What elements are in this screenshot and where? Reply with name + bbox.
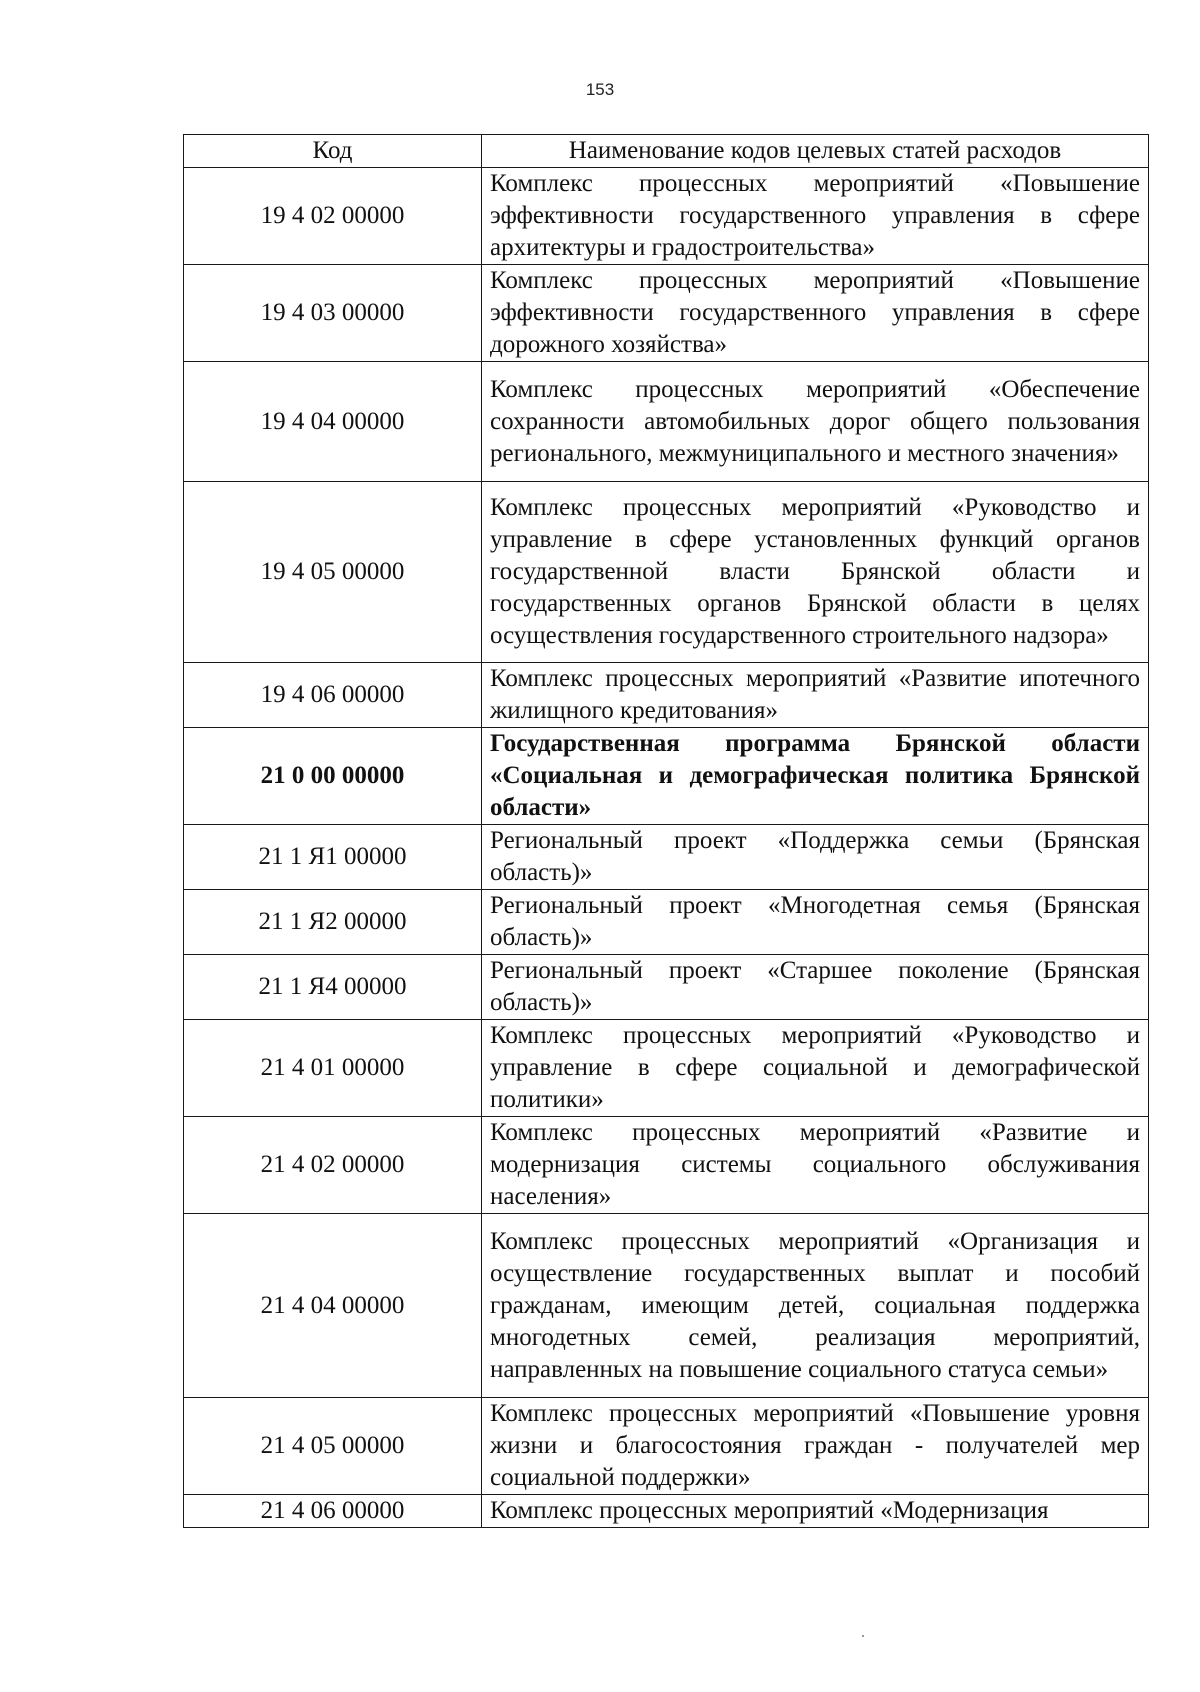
table-row (184, 482, 1149, 663)
row-name: Комплекс процессных мероприятий «Повышение эффективности государственного управления в сфере архитектуры и градостроительства» (482, 168, 1149, 265)
row-code: 21 4 05 00000 (184, 1398, 482, 1495)
scan-speck (862, 1635, 864, 1637)
row-code: 21 4 06 00000 (184, 1495, 482, 1528)
table-header-row (184, 135, 1149, 168)
row-name: Комплекс процессных мероприятий «Руководство и управление в сфере социальной и демографической политики» (482, 1020, 1149, 1117)
table-row (184, 1398, 1149, 1495)
row-code: 21 4 04 00000 (184, 1214, 482, 1398)
row-name: Комплекс процессных мероприятий «Модернизация (482, 1495, 1149, 1528)
table-row (184, 1214, 1149, 1398)
table-row (184, 1117, 1149, 1214)
row-code: 21 0 00 00000 (184, 728, 482, 825)
page-number: 153 (585, 80, 615, 99)
row-code: 19 4 05 00000 (184, 482, 482, 663)
row-code: 21 1 Я1 00000 (184, 825, 482, 890)
row-code: 19 4 03 00000 (184, 265, 482, 362)
table-row (184, 265, 1149, 362)
row-code: 21 1 Я4 00000 (184, 955, 482, 1020)
table-row (184, 168, 1149, 265)
table-row (184, 663, 1149, 728)
column-header-name: Наименование кодов целевых статей расходов (482, 135, 1149, 168)
target-expense-codes-table (183, 134, 1149, 1528)
row-code: 21 4 01 00000 (184, 1020, 482, 1117)
row-name: Комплекс процессных мероприятий «Организация и осуществление государственных выплат и пособий гражданам, имеющим детей, социальная поддержка многодетных семей, реализация мероприятий, направленных на повышение социального статуса семьи» (482, 1214, 1149, 1398)
table-row (184, 825, 1149, 890)
table-row (184, 890, 1149, 955)
row-name: Комплекс процессных мероприятий «Руководство и управление в сфере установленных функций органов государственной власти Брянской области и государственных органов Брянской области в целях осуществления государственного строительного надзора» (482, 482, 1149, 663)
row-code: 19 4 04 00000 (184, 362, 482, 482)
table-row (184, 1020, 1149, 1117)
column-header-code: Код (184, 135, 482, 168)
row-name: Государственная программа Брянской области «Социальная и демографическая политика Брянской области» (482, 728, 1149, 825)
row-name: Региональный проект «Поддержка семьи (Брянская область)» (482, 825, 1149, 890)
table-row-program (184, 728, 1149, 825)
row-name: Региональный проект «Многодетная семья (Брянская область)» (482, 890, 1149, 955)
row-code: 21 4 02 00000 (184, 1117, 482, 1214)
table-row (184, 955, 1149, 1020)
row-name: Комплекс процессных мероприятий «Развитие ипотечного жилищного кредитования» (482, 663, 1149, 728)
row-name: Комплекс процессных мероприятий «Обеспечение сохранности автомобильных дорог общего пользования регионального, межмуниципального и местного значения» (482, 362, 1149, 482)
table-row (184, 1495, 1149, 1528)
row-name: Региональный проект «Старшее поколение (Брянская область)» (482, 955, 1149, 1020)
row-code: 19 4 06 00000 (184, 663, 482, 728)
row-code: 21 1 Я2 00000 (184, 890, 482, 955)
row-name: Комплекс процессных мероприятий «Повышение эффективности государственного управления в сфере дорожного хозяйства» (482, 265, 1149, 362)
table-row (184, 362, 1149, 482)
row-name: Комплекс процессных мероприятий «Развитие и модернизация системы социального обслуживания населения» (482, 1117, 1149, 1214)
row-name: Комплекс процессных мероприятий «Повышение уровня жизни и благосостояния граждан - получателей мер социальной поддержки» (482, 1398, 1149, 1495)
row-code: 19 4 02 00000 (184, 168, 482, 265)
